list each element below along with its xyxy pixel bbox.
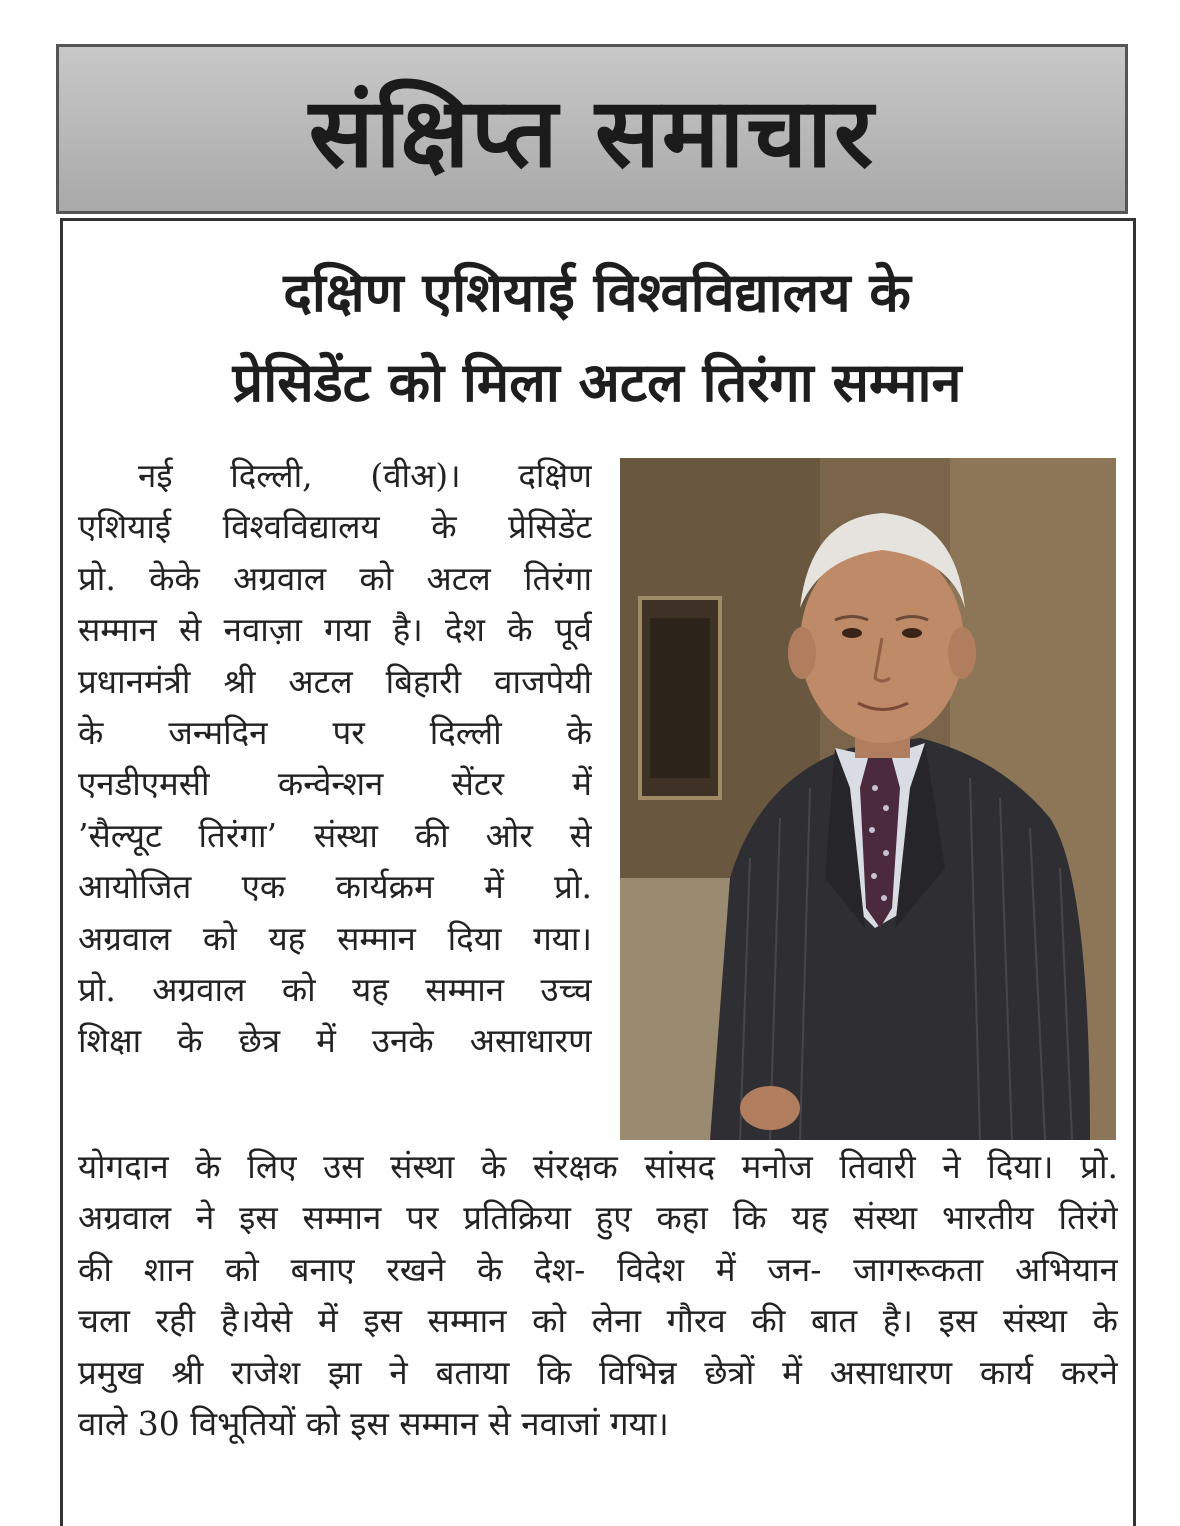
body-line: आयोजित एक कार्यक्रम में प्रो. [78, 867, 592, 907]
body-line: चला रही है।येसे में इस सम्मान को लेना गौरव की बात है। इस संस्था के [78, 1301, 1118, 1341]
bottom-edge-bleed-text [80, 1508, 1120, 1526]
body-line: ’सैल्यूट तिरंगा’ संस्था की ओर से [78, 815, 592, 855]
body-line: की शान को बनाए रखने के देश- विदेश में जन- जागरूकता अभियान [78, 1249, 1118, 1289]
body-line: एनडीएमसी कन्वेन्शन सेंटर में [78, 764, 592, 804]
portrait-illustration [620, 458, 1116, 1140]
body-line: के जन्मदिन पर दिल्ली के [78, 712, 592, 752]
top-edge-bleed-text [60, 0, 1120, 6]
body-line: प्रमुख श्री राजेश झा ने बताया कि विभिन्न छेत्रों में असाधारण कार्य करने [78, 1352, 1118, 1392]
body-line: नई दिल्ली, (वीअ)। दक्षिण [138, 456, 592, 495]
article-photo [620, 458, 1116, 1140]
body-line: प्रो. अग्रवाल को यह सम्मान उच्च [78, 969, 592, 1009]
body-line: योगदान के लिए उस संस्था के संरक्षक सांसद मनोज तिवारी ने दिया। प्रो. [78, 1147, 1118, 1186]
body-line: अग्रवाल को यह सम्मान दिया गया। [78, 918, 592, 958]
section-header-box [56, 44, 1128, 214]
headline-line-2: प्रेसिडेंट को मिला अटल तिरंगा सम्मान [232, 351, 962, 414]
left-edge-bleed-text [0, 222, 18, 1522]
body-line: सम्मान से नवाज़ा गया है। देश के पूर्व [78, 610, 592, 650]
headline-line-1: दक्षिण एशियाई विश्वविद्यालय के [283, 261, 911, 324]
article-headline [62, 248, 1132, 428]
body-line: प्रधानमंत्री श्री अटल बिहारी वाजपेयी [78, 661, 592, 701]
section-title: संक्षिप्त समाचार [308, 76, 876, 189]
body-line: वाले 30 विभूतियों को इस सम्मान से नवाजां गया। [78, 1403, 669, 1443]
article-body-full-width [78, 1141, 1118, 1449]
body-line: अग्रवाल ने इस सम्मान पर प्रतिक्रिया हुए कहा कि यह संस्था भारतीय तिरंगे [78, 1198, 1118, 1238]
body-line: एशियाई विश्वविद्यालय के प्रेसिडेंट [78, 507, 592, 547]
body-line: शिक्षा के छेत्र में उनके असाधारण [78, 1021, 592, 1061]
body-line: प्रो. केके अग्रवाल को अटल तिरंगा [78, 558, 592, 598]
article-body-left-column [78, 450, 592, 1067]
